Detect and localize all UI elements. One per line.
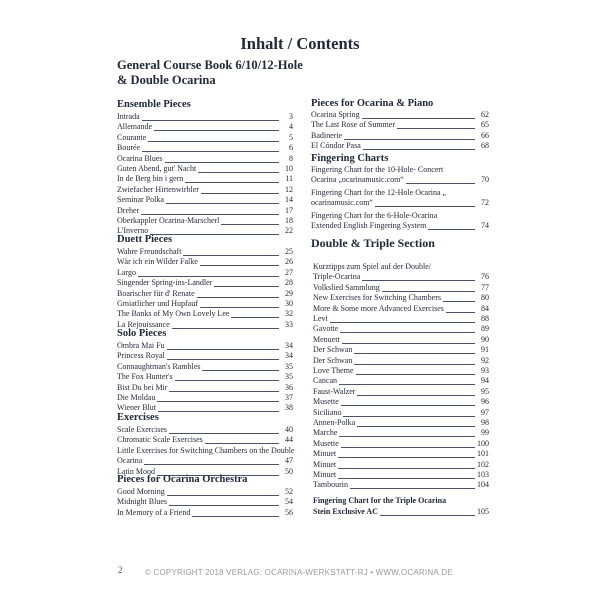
entry-page: 11 [285, 174, 293, 184]
entry-page: 92 [481, 355, 489, 365]
entry-page: 3 [289, 112, 293, 121]
leader-line [167, 359, 279, 360]
section-heading-orchestra: Pieces for Ocarina Orchestra [117, 474, 248, 485]
entry-page: 5 [289, 132, 293, 142]
entry-page: 89 [481, 324, 489, 334]
leader-line [142, 151, 279, 152]
leader-line [200, 265, 279, 266]
entry-title: Singender Spring-ins-Landler [117, 278, 213, 288]
toc-entry [313, 293, 489, 303]
entry-page: 104 [477, 480, 489, 490]
leader-line [343, 416, 475, 417]
entry-title: Bourée [117, 143, 141, 153]
toc-entry [117, 383, 293, 393]
entry-title: Seminar Polka [117, 195, 164, 205]
entry-page: 12 [285, 184, 293, 194]
entry-title: Siciliano [313, 407, 342, 417]
leader-line [141, 214, 279, 215]
toc-entry [313, 387, 489, 397]
entry-page: 105 [477, 507, 489, 517]
section-heading-solo: Solo Pieces [117, 328, 167, 339]
entry-title: Der Schwan [313, 355, 353, 365]
entry-title: More & Some more Advanced Exercises [313, 303, 444, 313]
toc-entry [117, 174, 293, 184]
entry-title: Tambourin [313, 480, 348, 490]
section-heading-fingering: Fingering Charts [311, 153, 389, 164]
leader-line [192, 516, 279, 517]
toc-entry [313, 345, 489, 355]
leader-line [157, 401, 279, 402]
toc-entry [313, 283, 489, 293]
toc-entry [117, 164, 293, 174]
entry-page: 99 [481, 428, 489, 438]
toc-entry [117, 372, 293, 382]
entry-title: Scale Exercises [117, 425, 167, 434]
toc-entry [313, 366, 489, 376]
leader-line [380, 515, 475, 516]
toc-entry [117, 206, 293, 216]
leader-line [428, 229, 475, 230]
leader-line [167, 349, 279, 350]
entry-title: Extended English Fingering System [311, 221, 427, 230]
entry-title: Ombra Mai Fu [117, 341, 165, 350]
toc-entry [313, 314, 489, 324]
toc-entry [313, 408, 489, 418]
toc-entry [117, 309, 293, 319]
leader-line [363, 149, 475, 150]
leader-line [339, 436, 475, 437]
entry-page: 68 [481, 141, 489, 151]
entry-page: 72 [481, 198, 489, 208]
entry-page: 34 [285, 341, 293, 350]
entry-title: L'Inverno [117, 226, 149, 236]
leader-line [338, 468, 475, 469]
leader-line [205, 443, 279, 444]
leader-line [406, 183, 475, 184]
entry-page: 36 [285, 382, 293, 392]
section-heading-double: Double & Triple Section [311, 236, 435, 250]
leader-line [144, 464, 279, 465]
section-heading-piano: Pieces for Ocarina & Piano [311, 98, 434, 109]
leader-line [169, 505, 279, 506]
entry-page: 77 [481, 282, 489, 292]
entry-title: Boarischer für d' Renate [117, 288, 195, 298]
toc-entry [311, 198, 489, 208]
entry-page: 25 [285, 247, 293, 256]
toc-entry [311, 141, 489, 151]
entry-page: 84 [481, 303, 489, 313]
entry-title: Cancan [313, 376, 337, 386]
entry-page: 66 [481, 130, 489, 140]
entry-page: 40 [285, 425, 293, 434]
toc-entry [117, 435, 293, 445]
section-heading-ensemble: Ensemble Pieces [117, 99, 191, 110]
entry-title: Triple-Ocarina [313, 272, 361, 282]
entry-title: Ocarina „ocarinamusic.com“ [311, 175, 404, 185]
toc-entry [313, 272, 489, 282]
leader-line [169, 391, 279, 392]
entry-title: New Exercises for Switching Chambers [313, 293, 441, 303]
leader-line [341, 447, 475, 448]
entry-title: Princess Royal [117, 351, 165, 361]
toc-entry [313, 507, 489, 517]
leader-line [354, 353, 475, 354]
entry-title: Latin Mood [117, 466, 155, 476]
leader-line [221, 224, 279, 225]
fingering-line: Fingering Chart for the 10-Hole- Concert [311, 165, 444, 174]
toc-entry [117, 133, 293, 143]
entry-page: 22 [285, 226, 293, 236]
entry-page: 47 [285, 456, 293, 466]
entry-title: El Cóndor Pasa [311, 141, 361, 151]
toc-entry [117, 508, 293, 518]
entry-title: ocarinamusic.com“ [311, 198, 373, 208]
entry-page: 44 [285, 435, 293, 445]
entry-title: Wär ich ein Wilder Falke [117, 257, 198, 267]
entry-title: Minuet [313, 470, 337, 479]
entry-page: 29 [285, 288, 293, 298]
leader-line [202, 370, 279, 371]
entry-title: Dreher [117, 205, 140, 215]
entry-page: 80 [481, 293, 489, 303]
entry-title: Intrada [117, 112, 140, 121]
entry-title: Good Morning [117, 487, 165, 496]
entry-page: 10 [285, 164, 293, 173]
toc-entry [117, 247, 293, 257]
entry-page: 18 [285, 216, 293, 225]
leader-line [382, 291, 475, 292]
entry-page: 6 [289, 143, 293, 153]
toc-entry [313, 335, 489, 345]
toc-entry [117, 425, 293, 435]
leader-line [175, 380, 279, 381]
toc-entry [313, 449, 489, 459]
toc-entry [311, 175, 489, 185]
entry-page: 33 [285, 319, 293, 329]
entry-title: The Fox Hunter's [117, 372, 173, 382]
entry-page: 100 [477, 438, 489, 448]
leader-line [198, 172, 279, 173]
entry-title: Bist Du bei Mir [117, 382, 168, 392]
toc-entry [311, 221, 489, 231]
leader-line [357, 395, 475, 396]
toc-entry [313, 304, 489, 314]
leader-line [165, 162, 279, 163]
leader-line [375, 206, 475, 207]
entry-title: Allemande [117, 122, 153, 132]
leader-line [344, 139, 475, 140]
entry-title: Largo [117, 267, 136, 277]
entry-title: Ocarina Blues [117, 153, 163, 163]
entry-title: Faust-Walzer [313, 386, 356, 396]
leader-line [200, 307, 279, 308]
fingering-line: Fingering Chart for the 12-Hole Ocarina „ [311, 187, 447, 197]
entry-page: 97 [481, 407, 489, 417]
entry-page: 34 [285, 351, 293, 361]
entry-page: 98 [481, 418, 489, 427]
entry-title: Oberkappler Ocarina-Marscherl [117, 216, 220, 225]
leader-line [214, 286, 279, 287]
entry-page: 62 [481, 110, 489, 119]
entry-page: 76 [481, 272, 489, 282]
toc-entry [313, 428, 489, 438]
toc-entry [117, 299, 293, 309]
entry-page: 90 [481, 334, 489, 344]
leader-line [341, 405, 475, 406]
entry-page: 88 [481, 314, 489, 323]
entry-page: 56 [285, 507, 293, 517]
leader-line [166, 203, 279, 204]
entry-page: 74 [481, 221, 489, 230]
leader-line [142, 120, 279, 121]
toc-entry [117, 341, 293, 351]
entry-page: 28 [285, 278, 293, 288]
leader-line [231, 317, 279, 318]
entry-title: Ocarina Spring [311, 110, 360, 119]
entry-title: Minuet [313, 449, 337, 459]
entry-page: 103 [477, 470, 489, 479]
entry-title: Gavotte [313, 324, 339, 334]
leader-line [138, 276, 279, 277]
book-title: General Course Book 6/10/12-Hole & Double Ocarina [117, 58, 303, 87]
leader-line [197, 297, 279, 298]
leader-line [342, 343, 475, 344]
entry-title: Die Moldau [117, 393, 156, 402]
entry-page: 50 [285, 466, 293, 476]
leader-line [172, 328, 279, 329]
leader-line [338, 478, 475, 479]
entry-page: 30 [285, 299, 293, 308]
toc-entry [117, 154, 293, 164]
leader-line [167, 495, 279, 496]
toc-entry [117, 268, 293, 278]
leader-line [397, 128, 475, 129]
entry-title: Menuett [313, 334, 340, 344]
entry-page: 4 [289, 122, 293, 132]
entry-title: Connaughtman's Rambles [117, 361, 201, 371]
toc-entry [117, 122, 293, 132]
entry-title: Guten Abend, gut' Nacht [117, 164, 197, 173]
toc-entry [311, 120, 489, 130]
copyright-notice: © COPYRIGHT 2018 VERLAG: OCARINA-WERKSTATT-RJ • WWW.OCARINA.DE [145, 568, 453, 577]
entry-title: Levi [313, 314, 328, 323]
entry-title: Gmiatlicher und Hupfauf [117, 299, 198, 308]
toc-entry [117, 497, 293, 507]
entry-page: 70 [481, 175, 489, 185]
toc-entry [117, 351, 293, 361]
entry-title: La Rejouissance [117, 319, 170, 329]
leader-line [357, 426, 475, 427]
entry-page: 102 [477, 459, 489, 469]
page-title: Inhalt / Contents [240, 34, 360, 53]
toc-entry [117, 216, 293, 226]
entry-title: Der Schwan [313, 345, 353, 355]
toc-entry [117, 487, 293, 497]
toc-entry [117, 185, 293, 195]
entry-title: In de Berg bin i gern [117, 174, 184, 184]
entry-title: Stein Exclusive AC [313, 507, 378, 517]
toc-entry [117, 456, 293, 466]
section-heading-duett: Duett Pieces [117, 234, 173, 245]
entry-title: The Banks of My Own Lovely Lee [117, 309, 230, 319]
leader-line [185, 182, 279, 183]
toc-entry [313, 439, 489, 449]
toc-entry [313, 470, 489, 480]
toc-entry [311, 110, 489, 120]
entry-title: The Last Rose of Summer [311, 120, 395, 130]
entry-page: 8 [289, 153, 293, 163]
leader-line [148, 141, 279, 142]
entry-page: 35 [285, 372, 293, 382]
leader-line [158, 411, 279, 412]
toc-entry [117, 278, 293, 288]
entry-title: Wahre Freundschaft [117, 247, 182, 256]
entry-page: 17 [285, 205, 293, 215]
entry-page: 32 [285, 309, 293, 319]
entry-page: 52 [285, 487, 293, 496]
toc-entry [313, 480, 489, 490]
entry-title: Zwiefacher Hirtenwirbler [117, 184, 199, 194]
entry-title: Love Theme [313, 366, 354, 375]
entry-title: Annen-Polka [313, 418, 356, 427]
leader-line [201, 193, 279, 194]
toc-entry [117, 143, 293, 153]
entry-title: Musette [313, 438, 339, 448]
toc-entry [313, 324, 489, 334]
entry-title: Courante [117, 132, 147, 142]
toc-entry [313, 418, 489, 428]
entry-page: 93 [481, 366, 489, 375]
leader-line [446, 312, 475, 313]
multiline-entry-line1: Little Exercises for Switching Chambers on the Double [117, 445, 295, 455]
entry-page: 14 [285, 195, 293, 205]
entry-page: 91 [481, 345, 489, 355]
leader-line [362, 118, 475, 119]
triple-line1: Fingering Chart for the Triple Ocarina [313, 496, 447, 505]
entry-page: 101 [477, 449, 489, 459]
fingering-line: Fingering Chart for the 6-Hole-Ocarina [311, 210, 438, 220]
toc-entry [313, 356, 489, 366]
entry-page: 95 [481, 386, 489, 396]
entry-title: Chromatic Scale Exercises [117, 435, 203, 445]
toc-entry [311, 131, 489, 141]
leader-line [330, 322, 475, 323]
entry-page: 27 [285, 267, 293, 277]
leader-line [356, 374, 475, 375]
leader-line [154, 130, 279, 131]
toc-entry [117, 257, 293, 267]
toc-entry [313, 460, 489, 470]
entry-title: Ocarina [117, 456, 143, 466]
leader-line [350, 488, 475, 489]
leader-line [169, 433, 279, 434]
entry-title: Wiener Blut [117, 403, 156, 413]
toc-entry [117, 112, 293, 122]
toc-entry [117, 195, 293, 205]
toc-entry [117, 393, 293, 403]
leader-line [183, 255, 279, 256]
section-heading-exercises: Exercises [117, 412, 159, 423]
toc-entry [117, 362, 293, 372]
entry-title: Minuet [313, 459, 337, 469]
entry-title: Musette [313, 397, 339, 407]
leader-line [338, 457, 475, 458]
leader-line [339, 384, 475, 385]
page-number: 2 [118, 565, 123, 575]
entry-page: 54 [285, 497, 293, 507]
toc-entry [313, 397, 489, 407]
entry-title: Badinerie [311, 130, 343, 140]
toc-entry [313, 376, 489, 386]
leader-line [443, 301, 475, 302]
entry-page: 96 [481, 397, 489, 407]
entry-title: Marche [313, 428, 338, 438]
entry-title: Midnight Blues [117, 497, 168, 507]
entry-page: 37 [285, 393, 293, 402]
entry-page: 35 [285, 361, 293, 371]
entry-page: 94 [481, 376, 489, 386]
double-intro: Kurztipps zum Spiel auf der Double/ [313, 262, 431, 271]
entry-page: 26 [285, 257, 293, 267]
toc-entry [117, 289, 293, 299]
leader-line [340, 332, 475, 333]
entry-page: 65 [481, 120, 489, 130]
leader-line [354, 364, 475, 365]
entry-title: In Memory of a Friend [117, 507, 191, 517]
entry-title: Volkslied Sammlung [313, 282, 380, 292]
entry-page: 38 [285, 403, 293, 413]
leader-line [362, 280, 475, 281]
